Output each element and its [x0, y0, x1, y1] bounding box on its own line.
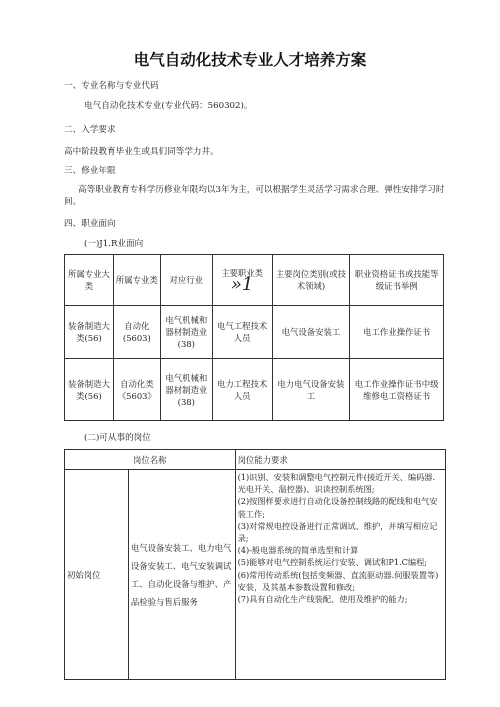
table-cell: 电气机械和器材制造业(38) [160, 306, 212, 359]
header-cell: 所属专业大类 [65, 255, 114, 306]
duty-item: (1)识别、安装和调整电气控制元件(接近开关、编码器.光电开关、温控器)、识读控制系统图; [237, 472, 436, 495]
header-cell: 职业资格证书或技能等级证书举例 [350, 255, 444, 306]
table-cell: 电力电气设备安装工 [272, 359, 350, 421]
header-cell: 岗位名称 [65, 450, 236, 470]
table-row [65, 359, 444, 421]
header-cell: 岗位能力要求 [235, 450, 445, 470]
duty-item: (3)对常规电控设备进行正常调试、维护，并填写相应记录; [237, 520, 438, 544]
table-cell: 电工作业操作证书 [350, 306, 444, 359]
header-cell: 主要职业类 »1 [212, 255, 272, 306]
table-cell: 装备制造大类(56) [65, 306, 114, 359]
section-4-sub1: (一)J1.R业面向 [84, 239, 144, 249]
section-3-body: 高等职业教育专科学历修业年限均以3年为主，可以根据学生灵活学习需求合理、弹性安排学习时间。 [64, 185, 445, 207]
table-header-row [65, 450, 446, 470]
section-4-heading: 四、职业面向 [64, 219, 116, 229]
document-title: 电气自动化技术专业人才培养方案 [133, 51, 367, 69]
position-names: 电气设备安装工、电力电气设备安装工、电气安装调试工、自动化设备与维护、产品检验与售后服务 [128, 470, 235, 680]
occupation-table [64, 254, 444, 421]
table-cell: 自动化(5603) [113, 306, 160, 359]
duty-list [235, 470, 445, 680]
section-2-heading: 二、入学要求 [64, 125, 116, 135]
table-cell: 电气设备安装工 [272, 306, 350, 359]
duty-item: (7)具有自动化生产线装配、使用及维护的能力; [237, 594, 408, 605]
table-row [65, 470, 446, 680]
table-cell: 电力工程技术人员 [212, 359, 272, 421]
header-cell: 对应行业 [160, 255, 212, 306]
duty-item: (4)-般电器系统的简单选型和计算 [237, 545, 359, 556]
section-1-heading: 一、专业名称与专业代码 [64, 81, 159, 91]
positions-table [64, 449, 446, 680]
duty-item: (2)按图样要求进行自动化设备控制线路的配线和电气安装工作; [237, 496, 438, 519]
table-cell: 自动化类《5603》 [113, 359, 160, 421]
duty-item: (6)常用传动系统(包括变频器、直流驱动器.伺服装置等)安装，及其基本参数设置和修改; [237, 569, 439, 592]
duty-item: (5)能够对电气控制系统运行安装、调试和P1.C编程; [237, 557, 428, 568]
table-cell: 电气工程技术人员 [212, 306, 272, 359]
table-row [65, 306, 444, 359]
table-header-row [65, 255, 444, 306]
section-3-heading: 三、修业年限 [64, 166, 116, 176]
header-cell: 所属专业类 [113, 255, 160, 306]
section-4-sub2: (二)可从事的岗位 [84, 433, 151, 443]
header-cell: 主要岗位类别(或技术领域) [272, 255, 350, 306]
position-category: 初始岗位 [65, 470, 129, 680]
section-1-body: 电气自动化技术专业(专业代码：560302)。 [84, 101, 253, 111]
table-cell: 电工作业操作证书中级维修电工资格证书 [350, 359, 444, 421]
table-cell: 电气机械和器材制造业(38) [160, 359, 212, 421]
section-2-body: 高中阶段教育毕业生或具们同等学力井。 [64, 147, 219, 157]
table-cell: 装备制造大类(56) [65, 359, 114, 421]
